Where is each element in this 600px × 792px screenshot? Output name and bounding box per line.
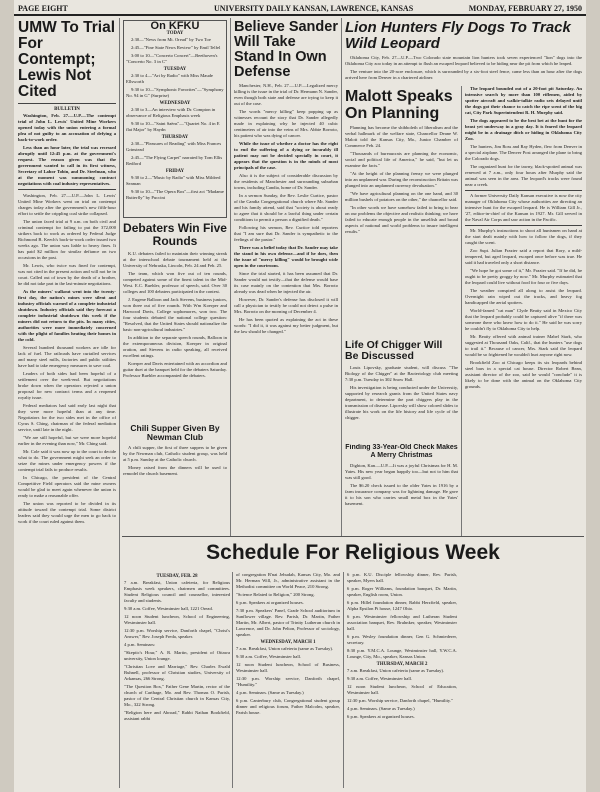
malott-paragraph: "In other words we have somehow failed to bring to bear on our problems the objective and realistic thinking; we have failed to educate enough people in the unselfish and broad aspects of national and world problems to insure intelligent results." [345, 205, 458, 234]
check-article [345, 444, 458, 532]
kfku-title: On KFKU [150, 20, 200, 32]
malott-headline: Malott Speaks On Planning [345, 88, 453, 122]
column-divider [232, 572, 233, 788]
schedule-item: 7 a.m. Breakfast, Union cafeteria, for Religious Emphasis week speakers, chairmen and committees. Student Religious council and counsellor, interested faculty and students. [124, 580, 230, 603]
lion-paragraph: Zoo Supt. Julian Frazier said a report that Rory, a mild-tempered, but aged leopard, escaped once before was true. He said it had traveled only a short distance. [465, 248, 582, 265]
umw-paragraph: The union was reported to be divided in its attitude toward the contempt trial. Some district leaders said they would urge the men to go back to work if the court ruled against them. [18, 501, 116, 524]
sander-paragraph: In a sermon Sunday, the Rev. Leslie Curtice, pastor of the Candia Congregational church where Mr. Sander and his family attend, said that "society is about ready to agree that it should be a lawful thing under certain conditions to permit a person a dignified death." [234, 193, 338, 222]
lion-article-continued [465, 86, 582, 532]
column-divider [230, 18, 231, 536]
lion-paragraph: The hunters, Jim Ross and Ray Hyden, flew from Denver in a special airplane. The Denver Post arranged the plane to bring the Colorado dogs. [465, 144, 582, 161]
kfku-day: WEDNESDAY [159, 101, 191, 106]
sander-paragraph: Also it is the subject of considerable discussion by the residents of Manchester and surrounding suburban towns, including Candia, home of Dr. Sander. [234, 173, 338, 190]
debaters-headline: Debaters Win Five Rounds [123, 222, 227, 248]
chili-paragraph: A chili supper, the first of three suppers to be given by the Newman club, Catholic student group, was held at 5 p.m. Sunday at the Catholic church. [123, 445, 227, 462]
chigger-paragraph: Louis Lipovsky, graduate student, will discuss "The Biology of the Chigger" at the Bacteriology club meeting 7:30 p.m. Tuesday in 302 Snow Hall. [345, 365, 458, 382]
chigger-article [345, 340, 458, 440]
schedule-item: 9:30 a.m. Coffee, Westminster hall. [347, 676, 413, 681]
check-paragraph: Dighton, Kan.—U.P.—It was a joyful Christmas for H. M. Yates. His new year began happily too—but not to him that was still good. [345, 463, 458, 480]
umw-paragraph: Leaders of both sides had been hopeful of a settlement over the week-end. But negotiations broke down when the operators rejected a union proposal for new contract terms and a reopened royalty issue. [18, 371, 116, 400]
schedule-day: TUESDAY, FEB. 28 [156, 574, 198, 579]
schedule-item: 4 p.m. Seminars. (Same as Tuesday.) [347, 706, 415, 711]
malott-paragraph: "Thousands of bureaucrats are planning the economic, social and political life of America," he said, "but let us examine the facts." [345, 151, 458, 168]
chigger-headline: Life Of Chigger Will Be Discussed [345, 340, 443, 362]
schedule-item: "Skeptic's Hour," A. R. Martin, president of Ottawa university, Union lounge. [124, 650, 230, 661]
sander-paragraph: Manchester, N.H., Feb. 27.—U.P.—Legalized mercy killing is the issue in the trial of Dr. Hermann N. Sander, even though both state and defense are trying to keep it out of the case. [234, 83, 338, 106]
sander-paragraph: The words "mercy killing" keep popping up as witnesses recount the story that Dr. Sander allegedly made in explaining why he injected 40 cubic centimeters of air into the veins of Mrs. Abbie Borroto, his patient who was dying of cancer. [234, 109, 338, 138]
schedule-item: 12 noon Student luncheon, School of Education, Westminster hall. [347, 684, 457, 695]
kfku-item: 2:45—"The Flying Carpet" narrated by Tom Ellis Redford [126, 155, 223, 166]
kfku-item: 9:30 to 10—"The Opera Box"—first act "Madame Butterfly" by Puccini [126, 189, 224, 200]
schedule-item: 12 noon Student luncheon, School of Business, Westminster hall. [236, 662, 340, 673]
lion-headline: Lion Hunters Fly Dogs To Track Wild Leopard [345, 20, 571, 52]
sander-paragraph: However, Dr. Sander's defense has disclosed it will call a physician to testify he could not detect a pulse in Mrs. Borroto on the morning of December 4. [234, 297, 338, 314]
bulletin-text: Washington, Feb. 27.—U.P.—The contempt trial of John L. Lewis' United Mine Workers opened today with the union entering a formal plea of not guilty to an accusation of defying a back-to-work order. [18, 113, 116, 142]
schedule-day: WEDNESDAY, MARCH 1 [260, 640, 316, 645]
umw-paragraph: Several hundred thousand workers are idle for lack of fuel. The railroads have curtailed services and many steel mills, factories and public utilities have had to take emergency measures to save coal. [18, 345, 116, 368]
schedule-item: 7 a.m. Breakfast, Union cafeteria (same as Tuesday). [347, 668, 445, 673]
malott-paragraph: Planning has become the shibboleth of liberalism and the verbal hallmark of the welfare state, Chancellor Deane W. Malott told the Kansas City, Mo., Junior Chamber of Commerce Feb. 24. [345, 125, 458, 148]
schedule-item: "Science Related to Religion," 200 Strong. [236, 592, 315, 597]
malott-article [345, 88, 458, 336]
umw-paragraph: As the miners' walkout went into the twenty-first day, the nation's mines were silent and industry officials warned of a complete industrial shutdown. Industry officials said they forecast a complete industrial shutdown this week if the miners did not return to the pits. In many cities, authorities were more immediately concerned with the plight of families heating their homes in the cold. [18, 289, 116, 342]
issue-date: MONDAY, FEBRUARY 27, 1950 [468, 4, 582, 13]
kfku-item: 9:30 to 10—"Symphonic Favorites"—"Symphony No. 94 in G" (Surprise) [126, 87, 224, 98]
schedule-item: 6 p.m. Speakers at organized houses. [236, 600, 304, 605]
schedule-column [124, 572, 230, 786]
schedule-column [347, 572, 457, 786]
schedule-item: "Christian Love and Marriage," Rev. Charles Ewald Buhnell, professor of Christian studies, University of Arkansas, 266 Strong. [124, 664, 230, 681]
sander-paragraph: Since the trial started, it has been assumed that Dr. Sander would not testify—that the defense would base its case mainly on the contention that Mrs. Borroto already was dead when he injected the air. [234, 271, 338, 294]
schedule-item: 12 noon Student luncheon, School of Engineering, Westminster hall. [124, 614, 230, 625]
lion-paragraph: The dogs appeared to be the best bet at the hunt for the beast yet underway in a gray day. It is feared the leopard might be in a drainage ditch or hiding in Oklahoma City Zoo. [465, 118, 582, 141]
schedule-item: 7 a.m. Breakfast, Union cafeteria (same as Tuesday). [236, 646, 334, 651]
schedule-item: 7:30 p.m. Speakers' Panel, Grade School auditorium in Sunflower village. Rev. Parish, Dr. Martin, Father Martin, Mr. Albert, pastor of Trinity Lutheran church in Lawrence, and Dr. John Pelton, Professor of sociology, speaker. [236, 608, 340, 637]
umw-paragraph: In Chicago, the president of the Central Competitive Field operators said the mine owners would be glad to meet again whenever the union is ready to make a reasonable offer. [18, 475, 116, 498]
kfku-day: TODAY [166, 31, 184, 36]
chili-headline: Chili Supper Given By Newman Club [130, 424, 220, 442]
chili-article [123, 424, 227, 532]
masthead-rule [14, 14, 586, 16]
masthead [14, 2, 586, 14]
schedule-item: 4 p.m. Seminars: [124, 642, 156, 647]
schedule-item: "Religion here and Abroad," Rabbi Nathan Bookfield, assistant rabbi [124, 710, 230, 721]
umw-paragraph: "We are still hopeful, but we were more hopeful earlier in the evening than now," Mr. Ching said. [18, 435, 116, 446]
schedule-day: THURSDAY, MARCH 2 [376, 662, 428, 667]
kfku-item: 2:45—"Fine State News Review" by Emil Telfel [131, 45, 221, 50]
umw-article [18, 20, 116, 786]
sander-paragraph: While the issue of whether a doctor has the right to end the suffering of a dying or incurably ill patient may not be decided specially in court, it appears that the question is in the minds of most principals of the case. [234, 141, 338, 170]
chili-paragraph: Money raised from the dinners will be used to remodel the church basement. [123, 465, 227, 476]
newspaper-page [14, 0, 586, 792]
schedule-item: 4 p.m. Seminars. (Same as Tuesday.) [236, 690, 304, 695]
lion-paragraph: "We hope he got some of it," Mr. Frazier said. "If he did, he ought to be pretty groggy by now." Mr. Murphy estimated that the leopard could live without food for four or five days. [465, 268, 582, 285]
schedule-item: 6 p.m. Westminster fellowship and Lutheran Student association banquet, Rev. Bruhnker, speaker, Westminster hall. [347, 614, 457, 631]
lion-article-top [345, 20, 582, 82]
schedule-item: of congregation B'nai Jehudah, Kansas City, Mo. and Mr. Herman Will, Jr., administrative assistant in the Methodist committee on World Peace, 210 Strong. [236, 572, 340, 589]
kfku-day: THURSDAY [161, 135, 189, 140]
schedule-item: 6 p.m. K.U. Disciple fellowship dinner, Rev. Parish, speaker, Myers hall. [347, 572, 457, 583]
check-paragraph: The $6.20 check issued to the older Yates in 1916 by a farm insurance company was for lightning damage. He gave it to his son who carries small metal box in the Yates' basement. [345, 483, 458, 506]
kfku-item: 3:00 to 10—"Concerto Concert"—Beethoven's "Concerto No. 3 in C" [126, 53, 218, 64]
malott-paragraph: "We have agricultural planning on the one hand, and 30 million bushels of potatoes on the other," the chancellor said. [345, 191, 458, 202]
schedule-item: 12:30 p.m. Worship service, Danforth chapel, "Humility." [236, 676, 340, 687]
debaters-paragraph: J. Eugene Balloon and Jack Stevens, business juniors, won three out of five rounds. With Wm Koerper and Harwood Davis, College sophomores, won two. The four students debated the national college question: "Resolved, that the United States should nationalize the basic non-agricultural industries." [123, 297, 227, 332]
column-divider [343, 572, 344, 788]
debaters-paragraph: In addition to the separate speech rounds, Balloon in the extemporaneous division, Koerper in original oration, and Stevens in radio speaking, all received excellent ratings. [123, 335, 227, 358]
kfku-item: 2:30—"News from Mt. Oread" by Two Toe [131, 37, 211, 42]
schedule-item: "The Question Box," Father Gene Martin, rector of the church of Carthage, Mo. and Rev. Thomas O. Parish, pastor of the Central Christian church in Kansas City, Mo., 322 Strong. [124, 684, 230, 707]
schedule-item: 9:30 a.m. Coffee, Westminster hall. [236, 654, 302, 659]
debaters-paragraph: Koerper and Davis entertained with an accordion and guitar duet at the banquet held for the debaters Saturday. Professor Buehler accompanied the debaters. [123, 361, 227, 378]
kfku-box [123, 20, 227, 218]
schedule-item: 6 p.m. Canterbury club, Congregational student group dinner and religious forum, Father Malcolm, speaker, Parish house. [236, 698, 340, 715]
schedule-item: 12:30 p.m. Worship service, Danforth chapel, "Christ's Answer," Rev. Joseph Freda, speaker. [124, 628, 230, 639]
kfku-item: 2:30 to 4—"Art by Radio" with Miss Maude Ellsworth [126, 73, 213, 84]
page-number: PAGE EIGHT [18, 4, 68, 13]
lion-paragraph: The weather conspired all along to assist the leopard. Overnight rain wiped out the tracks, and heavy fog handicapped the aerial spotters. [465, 288, 582, 305]
kfku-item: 2:30 to 3—An interview with Dr. Compton in observance of Religious Emphasis week [126, 107, 216, 118]
umw-paragraph: Mr. Lewis, who twice was fined for contempt, was not cited in the present action and will not be in court. Called out of town by the death of a brother, he did not take part in the last-minute negotiations. [18, 263, 116, 286]
lion-paragraph: Mr. Murphy's instructions to shoot all huntsmen on hand at the start dealt mainly with how to follow the dogs, if they caught the scent. [465, 228, 582, 245]
kfku-item: 9:30 to 10—"Saint Saëns"—"Quartet No. 4 in E flat Major" by Haydn [126, 121, 220, 132]
check-headline: Finding 33-Year-Old Check Makes A Merry Christmas [345, 444, 458, 459]
kfku-day: TUESDAY [163, 67, 187, 72]
sander-paragraph: Following his sermon, Rev. Curtice told reporters that "I am sure that Dr. Sander is sympathetic to the feelings of the pastor." [234, 225, 338, 242]
umw-paragraph: Less than an hour later, the trial was recessed abruptly until 12:45 p.m. at the government's request. The reason given was that the government wanted to call in its first witness, Secretary of Labor Tobin, and Dr. Steelman, who at the moment was summoning contract negotiations with coal industry representatives. [18, 145, 116, 186]
debaters-paragraph: K.U. debaters failed to maintain their winning streak at the interschool debate tournament held at the University of Nebraska, Lincoln, Feb. 24 and Feb. 25. [123, 251, 227, 268]
column-divider [461, 86, 462, 536]
umw-headline: UMW To Trial For Contempt; Lewis Not Cited [18, 20, 116, 100]
schedule-column [236, 572, 340, 786]
lion-paragraph: Brookfield Zoo at Chicago keeps its six leopards behind steel bars in a special cat house. Director Robert Bean, assistant director of the zoo, said he would "conclude" it is likely to be done with the animal on the Oklahoma City grounds. [465, 360, 582, 389]
lion-paragraph: The leopard bounded out of a 20-foot pit Saturday. An intensive search by more than 100 riflemen, aided by spotter aircraft and walkie-talkie radio sets delayed until the dogs got their chance to catch the ripe scent of the big cat, City Park Superintendent R. H. Murphy said. [465, 86, 582, 115]
schedule-headline: Schedule For Religious Week [206, 541, 500, 564]
lion-paragraph: A former University Daily Kansan executive is now the city manager of Oklahoma City whose authorities are directing an intensive hunt for the escaped leopard. He is William Gill Jr., '27, editor-in-chief of the Kansan in 1927. Mr. Gill served in the Naval Air Corps and saw action in the Pacific. [465, 193, 582, 222]
lion-paragraph: World-famed "cat man" Clyde Beatty said in Mexico City that the leopard probably could be captured alive "if there was someone there who knew how to do it." He said he was sorry he couldn't fly to Oklahoma City to help. [465, 308, 582, 331]
lion-paragraph: The organized hunt for the tawny, black-spotted animal was renewed at 7 a.m., only four hours after Murphy said the animal was seen in the area. The leopard's tracks were found near a creek. [465, 164, 582, 187]
sander-paragraph: There was a belief today that Dr. Sander may take the stand in his own defense—and if he does, then the issue of "mercy killing" would be brought wide open in the courtroom. [234, 245, 338, 268]
bulletin-label: BULLETIN [54, 107, 80, 112]
schedule-item: 8:30 p.m. Y.M.C.A. Lounge, Westminster hall, Y.W.C.A. Lounge, City, Mo., speaker, Kansas Union. [347, 648, 457, 659]
malott-paragraph: "At the height of the planning frenzy we were plunged into an unplanned war. During the reconstruction Britain was plunged into an unplanned currency devaluation." [345, 171, 458, 188]
kfku-day: FRIDAY [165, 169, 185, 174]
umw-paragraph: Mr. Cole said it was now up to the court to decide what to do. The government might seek an order to seize the mines under emergency powers if the contempt trial fails to produce results. [18, 449, 116, 472]
sander-paragraph: He has been quoted as explaining the act in these words: "I did it, it was against my better judgment, but the law should be changed." [234, 317, 338, 334]
sander-article [234, 20, 338, 532]
schedule-item: 6 p.m. Hillel foundation dinner, Rabbi Herzfield, speaker, Alpha Epsilon Pi house, 1247 Ohio. [347, 600, 457, 611]
lion-paragraph: Oklahoma City, Feb. 27—U.P.—Two Colorado state mountain lion hunters took seven experienced "lion" dogs into the Oklahoma City zoo today in an attempt to flush an escaped leopard believed to be hiding near the pit from which he leaped. [345, 55, 582, 66]
sander-headline: Believe Sander Will Take Stand In Own Defense [234, 20, 338, 80]
schedule-rule [122, 536, 584, 537]
umw-paragraph: Washington, Feb. 27.—U.P.—John L. Lewis' United Mine Workers went on trial on contempt charges today after the government's new fifth-hour effort to settle the crippling coal strike collapsed. [18, 193, 116, 216]
schedule-item: 6 p.m. Roger Williams, foundation banquet, Dr. Martin, speaker, English room, Union. [347, 586, 457, 597]
schedule-item: 9:30 a.m. Coffee, Westminster hall, 1221 Oread. [124, 606, 213, 611]
debaters-article [123, 222, 227, 420]
kfku-item: 2:30—"Pleasures of Reading" with Miss Frances Grinstead [126, 141, 222, 152]
umw-paragraph: Federal mediators had said early last night that they were more hopeful than at any time. Negotiators for the two sides met in the office of Cyrus S. Ching, chairman of the federal mediation service, until late in the night. [18, 403, 116, 432]
schedule-item: 12:30 p.m. Worship service, Danforth chapel, "Humility." [347, 698, 453, 703]
column-divider [119, 18, 120, 788]
lion-paragraph: The venture into the 20-acre enclosure, which is surrounded by a six-foot steel fence, came less than an hour after the dogs arrived here from Denver in a chartered airliner. [345, 69, 582, 80]
paper-name: UNIVERSITY DAILY KANSAN, LAWRENCE, KANSAS [214, 4, 414, 13]
schedule-item: 6 p.m. Speakers at organized houses. [347, 714, 415, 719]
column-divider [341, 18, 342, 536]
schedule-item: 6 p.m. Wesley foundation dinner, Gen G. Schmiederer, secretary. [347, 634, 457, 645]
chigger-paragraph: His investigation is being conducted under the University, supported by research grants from the United States navy department, to determine the part chiggers play in the transmission of disease. Lipovsky will show colored slides to illustrate his work on the life history and life cycle of the chigger. [345, 385, 458, 420]
umw-paragraph: The union faced trial at 9 a.m. on both civil and criminal contempt for failing to put the 372,000 strikers back to work as ordered by Federal Judge Richmond B. Keech's back-to-work order issued two weeks ago. The union was liable to heavy fines. It has paid $2 million for similar defiance on two occasions in the past. [18, 219, 116, 260]
debaters-paragraph: The team, which won five out of ten rounds, competed against some of the finest talent in the Mid-West. E.C. Buehler, professor of speech, said. Over 30 colleges and 100 debaters participated in the contest. [123, 271, 227, 294]
kfku-item: 9:30 to 2—"Music by Radio" with Miss Mildred Seaman [126, 175, 221, 186]
lion-paragraph: Mr. Beatty offered with animal trainer Mabel Stark, who suggested at Thousand Oaks, Calif., that the hunters "use dogs to trail it." Because of cancer, Mrs. Stark said the leopard would be so frightened he wouldn't hurt anyone right now. [465, 334, 582, 357]
